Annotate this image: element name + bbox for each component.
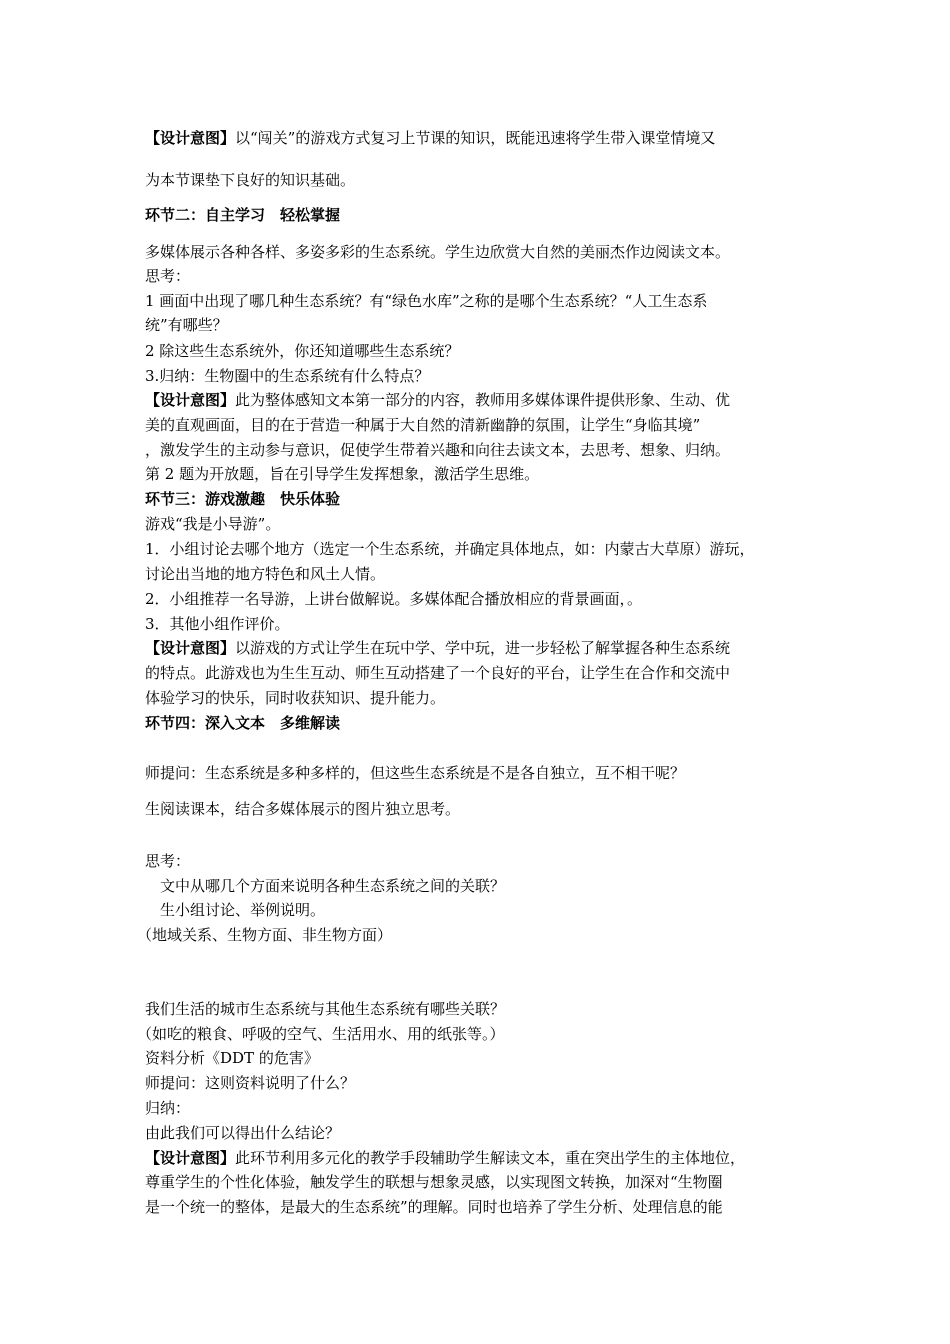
design-intent-label: 【设计意图】: [145, 639, 236, 657]
paragraph-line: 体验学习的快乐，同时收获知识、提升能力。: [145, 689, 446, 707]
paragraph-line: 美的直观画面，目的在于营造一种属于大自然的清新幽静的氛围，让学生“身临其境”: [145, 416, 701, 434]
paragraph-text: 以“闯关”的游戏方式复习上节课的知识，既能迅速将学生带入课堂情境又: [235, 129, 716, 147]
design-intent-label: 【设计意图】: [145, 1149, 236, 1167]
list-item-1: 1．小组讨论去哪个地方（选定一个生态系统，并确定具体地点，如：内蒙古大草原）游玩，: [145, 540, 755, 558]
paragraph-line: 思考：: [145, 267, 191, 285]
paragraph-text: 此环节利用多元化的教学手段辅助学生解读文本，重在突出学生的主体地位，: [235, 1149, 746, 1167]
paragraph-line: 统”有哪些？: [145, 316, 228, 334]
paragraph-line: ，激发学生的主动参与意识，促使学生带着兴趣和向往去读文本，去思考、想象、归纳。: [145, 441, 731, 459]
paragraph-line: 文中从哪几个方面来说明各种生态系统之间的关联？: [160, 877, 506, 895]
design-intent-paragraph-1: [145, 128, 715, 148]
design-intent-label: 【设计意图】: [145, 129, 236, 147]
design-intent-paragraph-3: [145, 638, 730, 658]
paragraph-text: 以游戏的方式让学生在玩中学、学中玩，进一步轻松了解掌握各种生态系统: [235, 639, 731, 657]
paragraph-line: 为本节课垫下良好的知识基础。: [145, 171, 356, 189]
paragraph-line: 师提问：生态系统是多种多样的，但这些生态系统是不是各自独立，互不相干呢？: [145, 764, 686, 782]
paragraph-line: 讨论出当地的地方特色和风土人情。: [145, 565, 386, 583]
paragraph-line: 是一个统一的整体，是最大的生态系统”的理解。同时也培养了学生分析、处理信息的能: [145, 1198, 723, 1216]
question-2: 2 除这些生态系统外，你还知道哪些生态系统？: [145, 342, 460, 360]
paragraph-line: 生小组讨论、举例说明。: [160, 901, 326, 919]
section-heading-2: 环节二：自主学习 轻松掌握: [145, 206, 341, 224]
design-intent-paragraph-4: [145, 1148, 745, 1168]
list-item-2: 2．小组推荐一名导游，上讲台做解说。多媒体配合播放相应的背景画面，。: [145, 590, 643, 608]
paragraph-line: （如吃的粮食、呼吸的空气、生活用水、用的纸张等。）: [137, 1025, 505, 1043]
paragraph-line: 归纳：: [145, 1099, 191, 1117]
list-item-3: 3．其他小组作评价。: [145, 615, 290, 633]
paragraph-line: 我们生活的城市生态系统与其他生态系统有哪些关联？: [145, 1000, 506, 1018]
paragraph-line: 师提问：这则资料说明了什么？: [145, 1074, 356, 1092]
question-3: 3.归纳：生物圈中的生态系统有什么特点？: [145, 367, 430, 385]
design-intent-label: 【设计意图】: [145, 391, 236, 409]
paragraph-line: 多媒体展示各种各样、多姿多彩的生态系统。学生边欣赏大自然的美丽杰作边阅读文本。: [145, 243, 731, 261]
section-heading-3: 环节三：游戏激趣 快乐体验: [145, 490, 341, 508]
paragraph-line: 资料分析《DDT 的危害》: [145, 1049, 319, 1067]
paragraph-line: 由此我们可以得出什么结论？: [145, 1124, 341, 1142]
paragraph-line: （地域关系、生物方面、非生物方面）: [137, 926, 393, 944]
section-heading-4: 环节四：深入文本 多维解读: [145, 714, 341, 732]
paragraph-line: 的特点。此游戏也为生生互动、师生互动搭建了一个良好的平台，让学生在合作和交流中: [145, 664, 731, 682]
design-intent-paragraph-2: [145, 390, 730, 410]
paragraph-line: 生阅读课本，结合多媒体展示的图片独立思考。: [145, 800, 461, 818]
paragraph-text: 此为整体感知文本第一部分的内容，教师用多媒体课件提供形象、生动、优: [235, 391, 731, 409]
paragraph-line: 第 2 题为开放题，旨在引导学生发挥想象，激活学生思维。: [145, 465, 540, 483]
paragraph-line: 思考：: [145, 852, 191, 870]
question-1: 1 画面中出现了哪几种生态系统？有“绿色水库”之称的是哪个生态系统？“人工生态系: [145, 292, 708, 310]
paragraph-line: 尊重学生的个性化体验，触发学生的联想与想象灵感，以实现图文转换，加深对“生物圈: [145, 1173, 723, 1191]
paragraph-line: 游戏“我是小导游”。: [145, 515, 281, 533]
